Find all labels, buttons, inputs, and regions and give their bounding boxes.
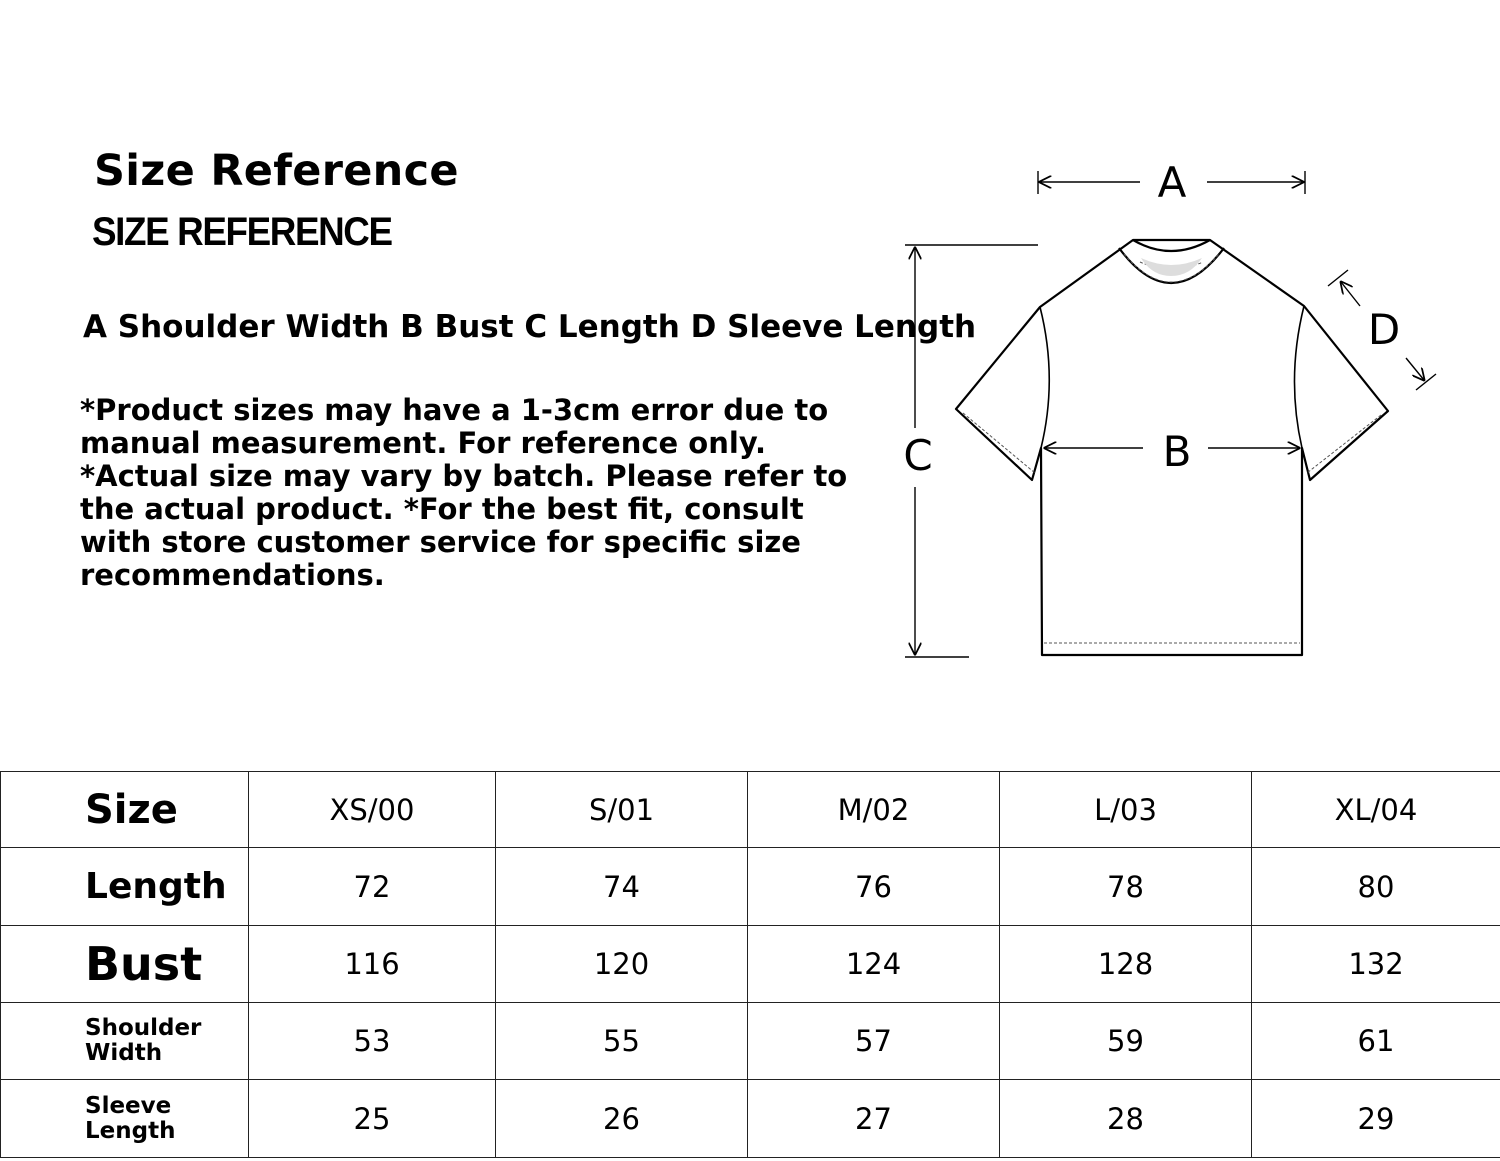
- table-cell: 116: [249, 926, 496, 1003]
- measurement-legend: A Shoulder Width B Bust C Length D Sleeve Length: [83, 309, 977, 345]
- dimension-c-label: C: [903, 431, 933, 480]
- table-cell: 78: [1000, 848, 1252, 926]
- row-header-bust: Bust: [1, 926, 249, 1003]
- dimension-b-label: B: [1162, 427, 1192, 476]
- table-row: [1, 926, 1500, 1003]
- table-cell: 124: [748, 926, 1000, 1003]
- table-cell: 25: [249, 1080, 496, 1158]
- table-cell: 132: [1252, 926, 1500, 1003]
- table-cell: 53: [249, 1003, 496, 1080]
- table-cell: 59: [1000, 1003, 1252, 1080]
- size-col-header: XL/04: [1252, 772, 1500, 848]
- table-cell: 57: [748, 1003, 1000, 1080]
- page-title: Size Reference: [94, 146, 459, 196]
- table-cell: 55: [496, 1003, 748, 1080]
- disclaimer-note: *Product sizes may have a 1-3cm error due to manual measurement. For reference only. *Actual size may vary by batch. Please refer to the actual product. *For the best fit, consult with store customer service for specific size recommendations.: [80, 393, 848, 592]
- table-cell: 26: [496, 1080, 748, 1158]
- table-cell: 61: [1252, 1003, 1500, 1080]
- row-header-shoulder-width: Shoulder Width: [1, 1003, 249, 1080]
- tshirt-measurement-diagram: [890, 150, 1450, 670]
- row-header-length: Length: [1, 848, 249, 926]
- table-cell: 76: [748, 848, 1000, 926]
- row-header-sleeve-length: Sleeve Length: [1, 1080, 249, 1158]
- dimension-d-label: D: [1367, 305, 1401, 354]
- row-header-size: Size: [1, 772, 249, 848]
- size-col-header: XS/00: [249, 772, 496, 848]
- size-chart-table: [0, 771, 1500, 1158]
- table-cell: 28: [1000, 1080, 1252, 1158]
- table-cell: 72: [249, 848, 496, 926]
- table-cell: 27: [748, 1080, 1000, 1158]
- table-cell: 80: [1252, 848, 1500, 926]
- size-col-header: S/01: [496, 772, 748, 848]
- table-cell: 128: [1000, 926, 1252, 1003]
- dimension-a-label: A: [1157, 158, 1187, 207]
- table-row: [1, 1003, 1500, 1080]
- table-cell: 120: [496, 926, 748, 1003]
- table-header-row: [1, 772, 1500, 848]
- table-cell: 29: [1252, 1080, 1500, 1158]
- size-col-header: M/02: [748, 772, 1000, 848]
- size-col-header: L/03: [1000, 772, 1252, 848]
- page-subtitle: SIZE REFERENCE: [92, 210, 392, 254]
- table-cell: 74: [496, 848, 748, 926]
- table-row: [1, 1080, 1500, 1158]
- table-row: [1, 848, 1500, 926]
